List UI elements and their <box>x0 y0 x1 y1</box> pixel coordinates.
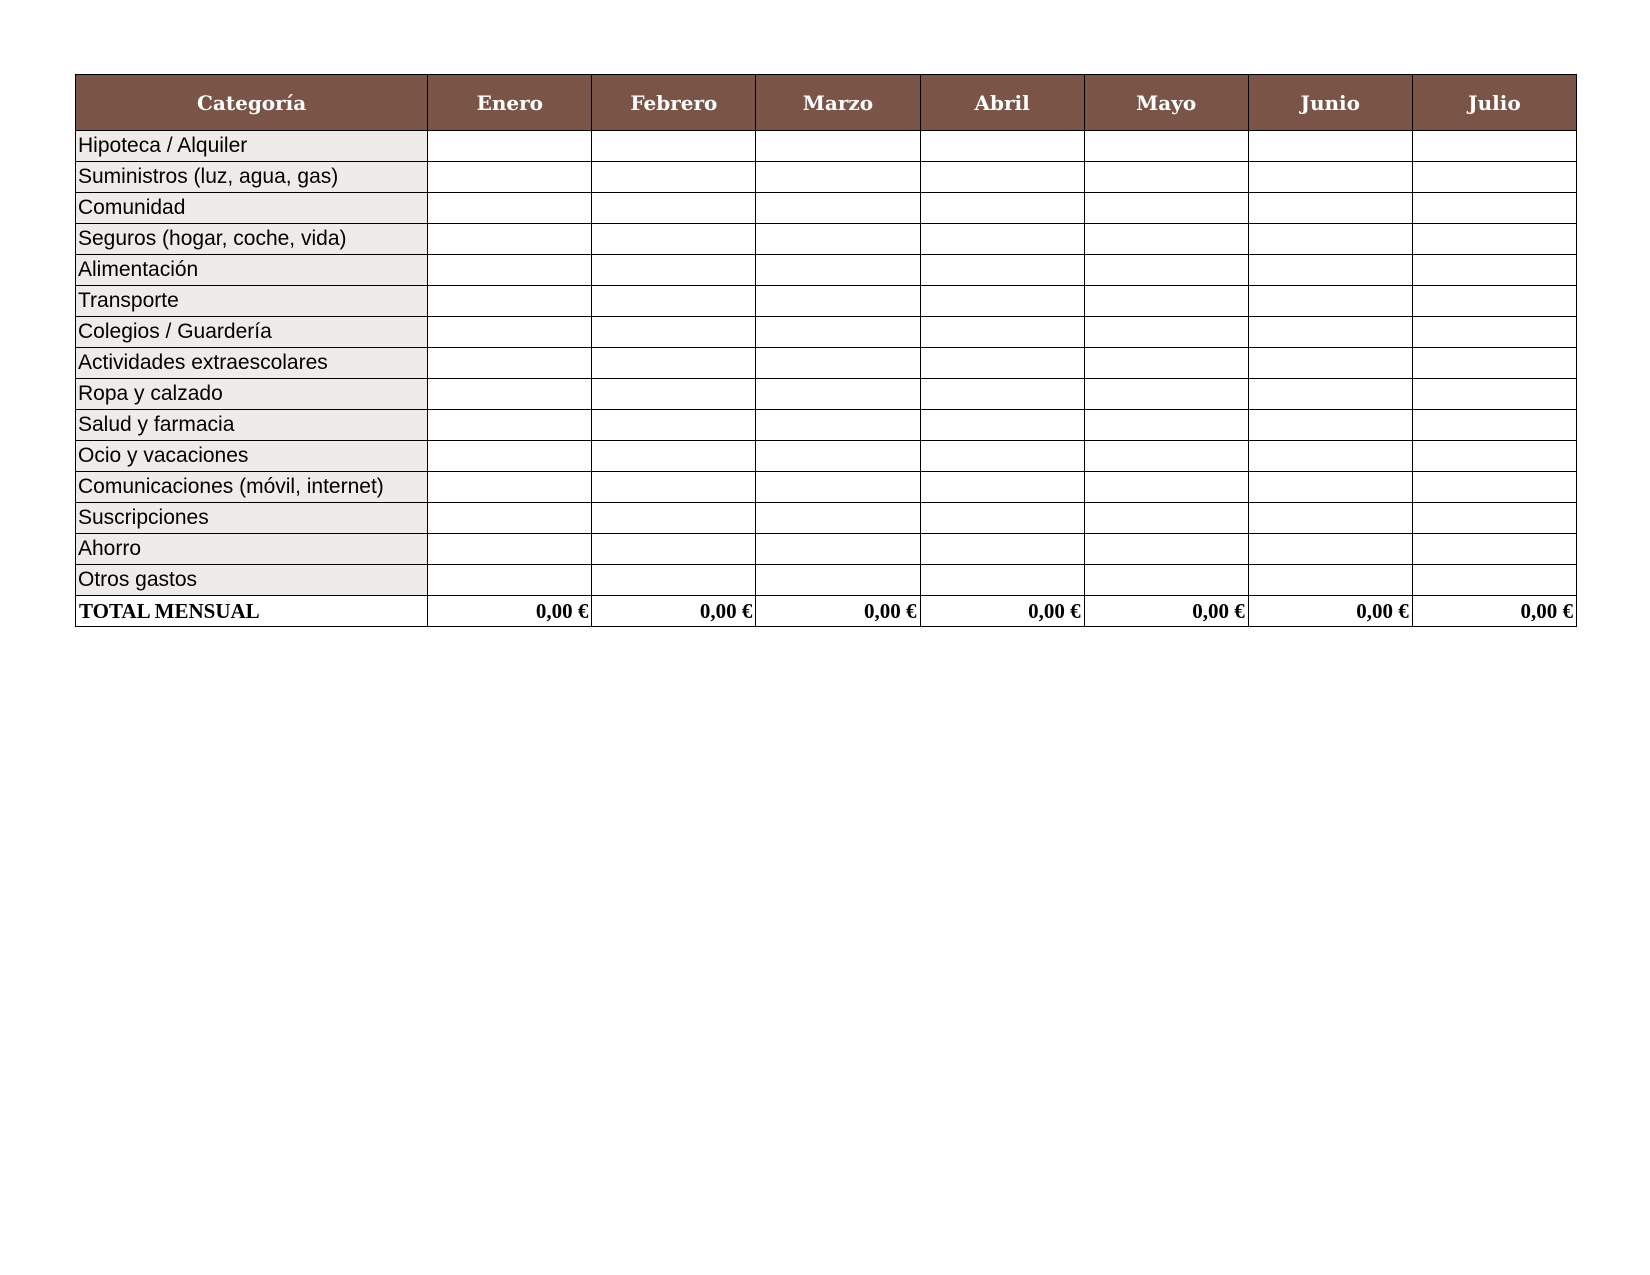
amount-cell[interactable] <box>592 286 756 317</box>
amount-cell[interactable] <box>1412 565 1576 596</box>
amount-cell[interactable] <box>920 410 1084 441</box>
table-row <box>76 255 1577 286</box>
amount-cell[interactable] <box>1412 503 1576 534</box>
amount-cell[interactable] <box>1084 255 1248 286</box>
amount-cell[interactable] <box>920 348 1084 379</box>
table-row <box>76 410 1577 441</box>
amount-cell[interactable] <box>428 410 592 441</box>
category-cell[interactable]: Hipoteca / Alquiler <box>76 131 428 162</box>
amount-cell[interactable] <box>756 379 920 410</box>
table-row <box>76 503 1577 534</box>
amount-cell[interactable] <box>1412 410 1576 441</box>
amount-cell[interactable] <box>1084 131 1248 162</box>
amount-cell[interactable] <box>428 503 592 534</box>
amount-cell[interactable] <box>428 317 592 348</box>
amount-cell[interactable] <box>1248 193 1412 224</box>
amount-cell[interactable] <box>1412 317 1576 348</box>
category-cell[interactable]: Transporte <box>76 286 428 317</box>
amount-cell[interactable] <box>428 131 592 162</box>
category-cell[interactable]: Colegios / Guardería <box>76 317 428 348</box>
category-cell[interactable]: Otros gastos <box>76 565 428 596</box>
amount-cell[interactable] <box>428 286 592 317</box>
total-amount-cell[interactable]: 0,00 € <box>428 596 592 627</box>
amount-cell[interactable] <box>756 162 920 193</box>
total-row <box>76 596 1577 627</box>
table-row <box>76 317 1577 348</box>
total-amount-cell[interactable]: 0,00 € <box>1248 596 1412 627</box>
table-row <box>76 193 1577 224</box>
header-row <box>76 75 1577 131</box>
amount-cell[interactable] <box>1084 162 1248 193</box>
total-amount-cell[interactable]: 0,00 € <box>1084 596 1248 627</box>
table-row <box>76 162 1577 193</box>
amount-cell[interactable] <box>1084 193 1248 224</box>
amount-cell[interactable] <box>756 565 920 596</box>
table-row <box>76 286 1577 317</box>
amount-cell[interactable] <box>1412 441 1576 472</box>
amount-cell[interactable] <box>756 441 920 472</box>
amount-cell[interactable] <box>1084 348 1248 379</box>
header-month: Enero <box>428 75 592 131</box>
amount-cell[interactable] <box>1084 565 1248 596</box>
amount-cell[interactable] <box>1084 410 1248 441</box>
amount-cell[interactable] <box>1248 472 1412 503</box>
amount-cell[interactable] <box>1084 379 1248 410</box>
amount-cell[interactable] <box>592 348 756 379</box>
amount-cell[interactable] <box>1248 255 1412 286</box>
amount-cell[interactable] <box>756 131 920 162</box>
amount-cell[interactable] <box>1084 286 1248 317</box>
amount-cell[interactable] <box>592 565 756 596</box>
amount-cell[interactable] <box>920 379 1084 410</box>
amount-cell[interactable] <box>756 317 920 348</box>
amount-cell[interactable] <box>1412 348 1576 379</box>
header-month: Abril <box>920 75 1084 131</box>
category-cell[interactable]: Comunidad <box>76 193 428 224</box>
category-cell[interactable]: Suministros (luz, agua, gas) <box>76 162 428 193</box>
amount-cell[interactable] <box>592 503 756 534</box>
amount-cell[interactable] <box>920 565 1084 596</box>
amount-cell[interactable] <box>1248 379 1412 410</box>
table-row <box>76 224 1577 255</box>
amount-cell[interactable] <box>592 534 756 565</box>
total-amount-cell[interactable]: 0,00 € <box>592 596 756 627</box>
amount-cell[interactable] <box>428 534 592 565</box>
total-amount-cell[interactable]: 0,00 € <box>1412 596 1576 627</box>
amount-cell[interactable] <box>1248 534 1412 565</box>
amount-cell[interactable] <box>920 193 1084 224</box>
amount-cell[interactable] <box>1412 255 1576 286</box>
category-cell[interactable]: Alimentación <box>76 255 428 286</box>
amount-cell[interactable] <box>592 224 756 255</box>
category-cell[interactable]: Salud y farmacia <box>76 410 428 441</box>
amount-cell[interactable] <box>592 193 756 224</box>
amount-cell[interactable] <box>1084 534 1248 565</box>
amount-cell[interactable] <box>756 534 920 565</box>
category-cell[interactable]: Ahorro <box>76 534 428 565</box>
table-row <box>76 565 1577 596</box>
header-month: Julio <box>1412 75 1576 131</box>
amount-cell[interactable] <box>592 131 756 162</box>
amount-cell[interactable] <box>920 286 1084 317</box>
amount-cell[interactable] <box>428 379 592 410</box>
table-row <box>76 379 1577 410</box>
amount-cell[interactable] <box>920 224 1084 255</box>
category-cell[interactable]: Comunicaciones (móvil, internet) <box>76 472 428 503</box>
amount-cell[interactable] <box>1412 224 1576 255</box>
amount-cell[interactable] <box>592 162 756 193</box>
category-cell[interactable]: Suscripciones <box>76 503 428 534</box>
amount-cell[interactable] <box>756 348 920 379</box>
amount-cell[interactable] <box>756 193 920 224</box>
amount-cell[interactable] <box>756 286 920 317</box>
amount-cell[interactable] <box>756 472 920 503</box>
amount-cell[interactable] <box>1248 410 1412 441</box>
amount-cell[interactable] <box>592 472 756 503</box>
table-row <box>76 131 1577 162</box>
category-cell[interactable]: Actividades extraescolares <box>76 348 428 379</box>
amount-cell[interactable] <box>1248 348 1412 379</box>
amount-cell[interactable] <box>1248 441 1412 472</box>
total-label: TOTAL MENSUAL <box>76 596 428 627</box>
amount-cell[interactable] <box>1412 131 1576 162</box>
amount-cell[interactable] <box>1084 441 1248 472</box>
amount-cell[interactable] <box>428 441 592 472</box>
amount-cell[interactable] <box>1248 503 1412 534</box>
table-row <box>76 472 1577 503</box>
amount-cell[interactable] <box>1412 472 1576 503</box>
amount-cell[interactable] <box>592 317 756 348</box>
amount-cell[interactable] <box>920 255 1084 286</box>
amount-cell[interactable] <box>756 410 920 441</box>
header-month: Junio <box>1248 75 1412 131</box>
header-month: Febrero <box>592 75 756 131</box>
total-amount-cell[interactable]: 0,00 € <box>920 596 1084 627</box>
amount-cell[interactable] <box>756 503 920 534</box>
amount-cell[interactable] <box>428 193 592 224</box>
amount-cell[interactable] <box>920 441 1084 472</box>
amount-cell[interactable] <box>428 565 592 596</box>
amount-cell[interactable] <box>920 534 1084 565</box>
header-month: Mayo <box>1084 75 1248 131</box>
amount-cell[interactable] <box>1084 317 1248 348</box>
amount-cell[interactable] <box>1412 379 1576 410</box>
amount-cell[interactable] <box>1248 162 1412 193</box>
category-cell[interactable]: Ropa y calzado <box>76 379 428 410</box>
amount-cell[interactable] <box>1084 472 1248 503</box>
table-row <box>76 441 1577 472</box>
amount-cell[interactable] <box>592 379 756 410</box>
table-body <box>76 131 1577 627</box>
amount-cell[interactable] <box>1412 534 1576 565</box>
table-row <box>76 534 1577 565</box>
budget-table <box>75 74 1577 627</box>
amount-cell[interactable] <box>920 317 1084 348</box>
total-amount-cell[interactable]: 0,00 € <box>756 596 920 627</box>
amount-cell[interactable] <box>428 348 592 379</box>
amount-cell[interactable] <box>428 162 592 193</box>
amount-cell[interactable] <box>592 410 756 441</box>
amount-cell[interactable] <box>428 224 592 255</box>
amount-cell[interactable] <box>592 441 756 472</box>
amount-cell[interactable] <box>1248 565 1412 596</box>
amount-cell[interactable] <box>920 472 1084 503</box>
amount-cell[interactable] <box>428 472 592 503</box>
amount-cell[interactable] <box>1248 286 1412 317</box>
amount-cell[interactable] <box>756 224 920 255</box>
amount-cell[interactable] <box>1412 286 1576 317</box>
amount-cell[interactable] <box>1248 224 1412 255</box>
table-row <box>76 348 1577 379</box>
category-cell[interactable]: Seguros (hogar, coche, vida) <box>76 224 428 255</box>
amount-cell[interactable] <box>1412 162 1576 193</box>
amount-cell[interactable] <box>1248 317 1412 348</box>
amount-cell[interactable] <box>920 503 1084 534</box>
amount-cell[interactable] <box>1084 503 1248 534</box>
amount-cell[interactable] <box>1412 193 1576 224</box>
header-month: Marzo <box>756 75 920 131</box>
amount-cell[interactable] <box>920 131 1084 162</box>
header-categoria: Categoría <box>76 75 428 131</box>
amount-cell[interactable] <box>1084 224 1248 255</box>
amount-cell[interactable] <box>920 162 1084 193</box>
amount-cell[interactable] <box>592 255 756 286</box>
amount-cell[interactable] <box>1248 131 1412 162</box>
category-cell[interactable]: Ocio y vacaciones <box>76 441 428 472</box>
amount-cell[interactable] <box>756 255 920 286</box>
amount-cell[interactable] <box>428 255 592 286</box>
